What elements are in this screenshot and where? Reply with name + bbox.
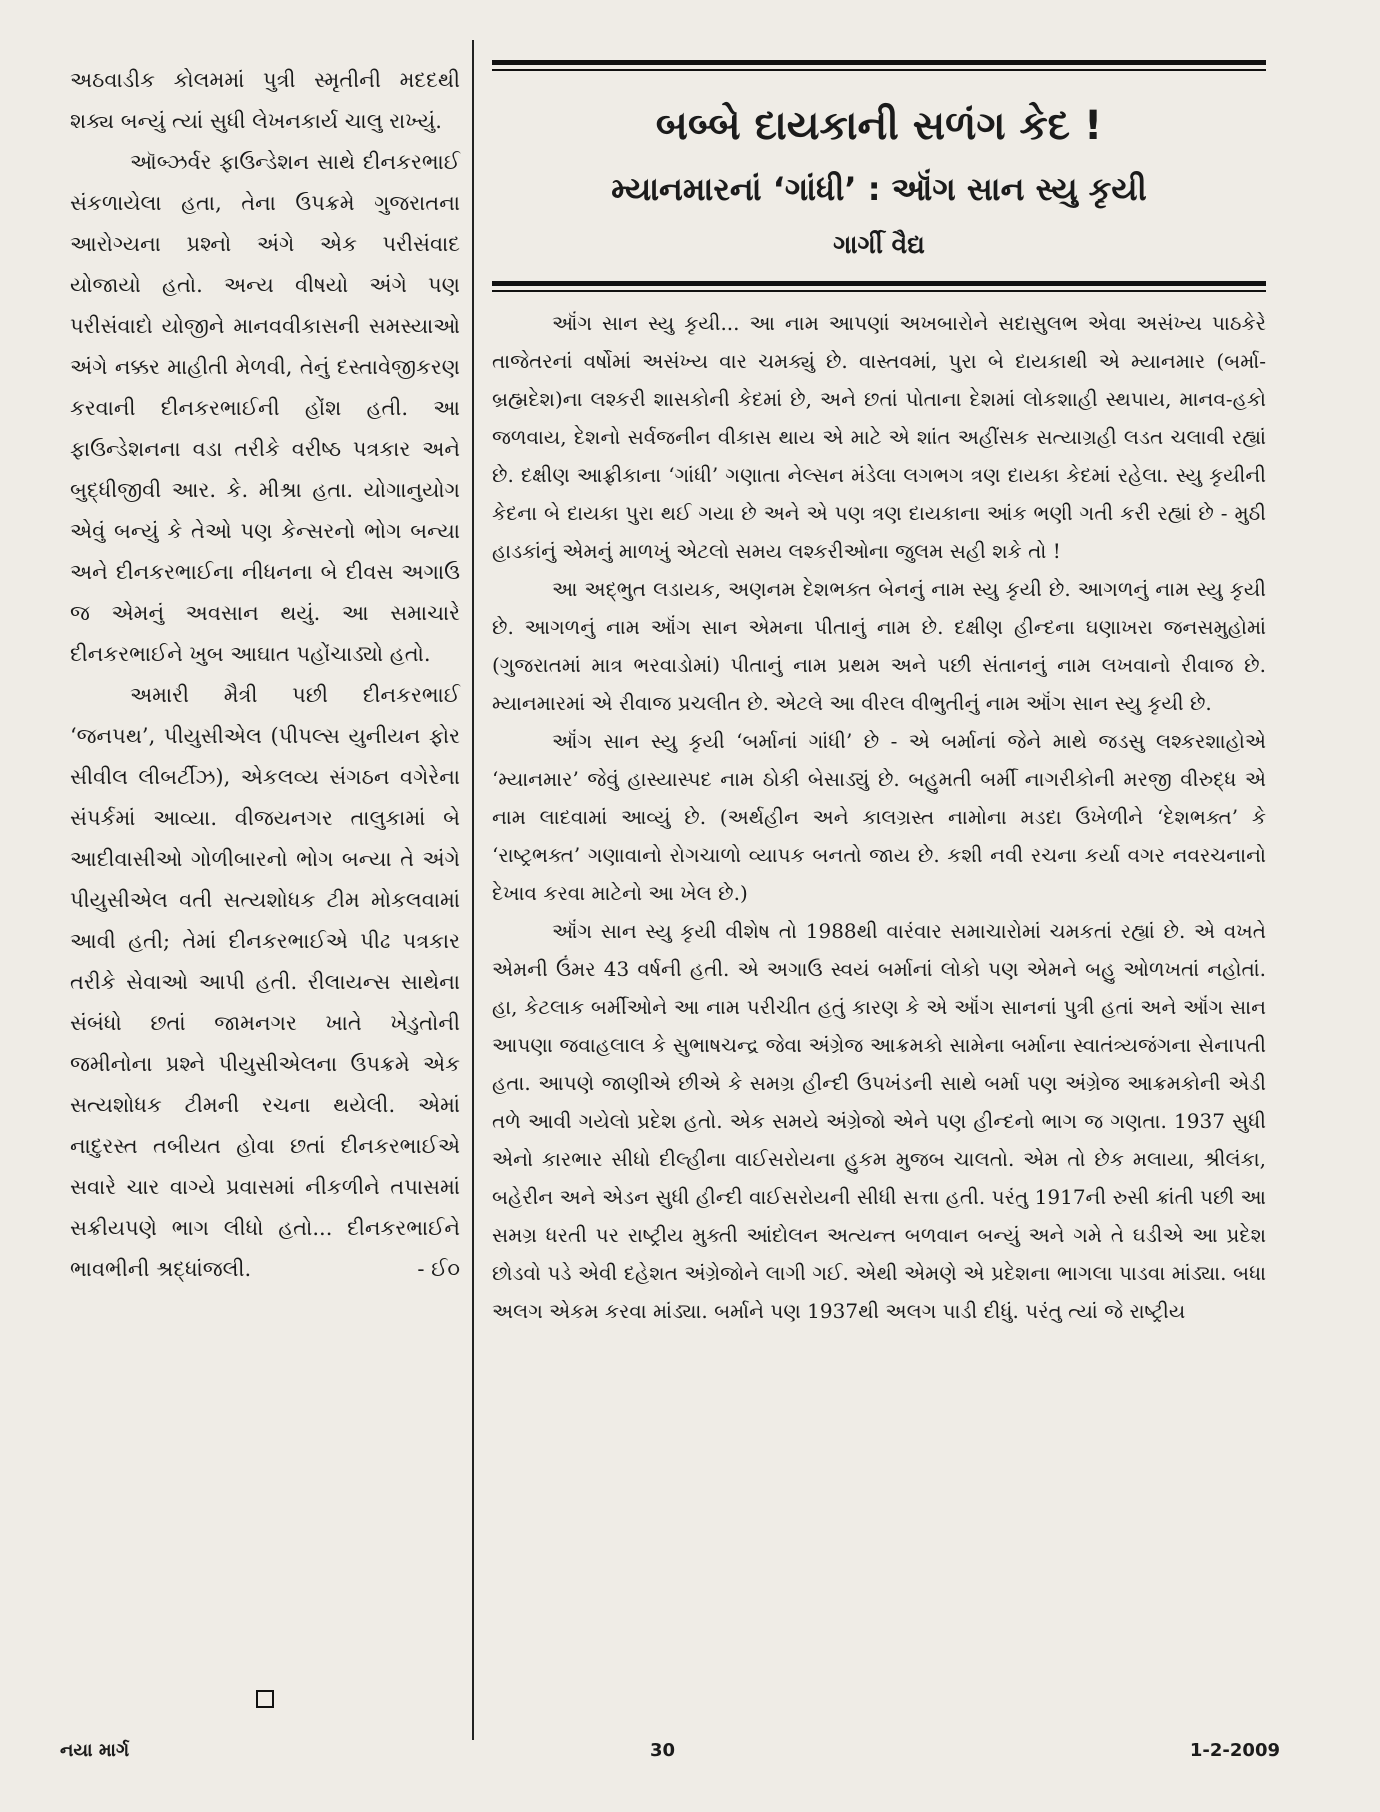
article-subtitle: મ્યાનમારનાં ‘ગાંધી’ : ઑંગ સાન સ્યુ કૃયી: [611, 170, 1147, 208]
left-paragraph-3-text: અમારી મૈત્રી પછી દીનકરભાઈ ‘જનપથ’, પીયુસીએલ (પીપલ્સ યુનીયન ફોર સીવીલ લીબર્ટીઝ), એકલવ્ય સંગઠન વગેરેના સંપર્કમાં આવ્યા. વીજયનગર તાલુકામાં બે આદીવાસીઓ ગોળીબારનો ભોગ બન્યા તે અંગે પીયુસીએલ વતી સત્યશોધક ટીમ મોકલવામાં આવી હતી; તેમાં દીનકરભાઈએ પીઢ પત્રકાર તરીકે સેવાઓ આપી હતી. રીલાયન્સ સાથેના સંબંધો છતાં જામનગર ખાતે ખેડુતોની જમીનોના પ્રશ્ને પીયુસીએલના ઉપક્રમે એક સત્યશોધક ટીમની રચના થયેલી. એમાં નાદુરસ્ત તબીયત હોવા છતાં દીનકરભાઈએ સવારે ચાર વાગ્યે પ્રવાસમાં નીકળીને તપાસમાં સક્રીયપણે ભાગ લીધો હતો... દીનકરભાઈને ભાવભીની શ્રદ્ધાંજલી.: [70, 683, 460, 1281]
issue-date: 1-2-2009: [1189, 1740, 1280, 1761]
header-rule-bottom: [492, 281, 1266, 286]
article: [492, 60, 1266, 1700]
article-body: [492, 304, 1266, 1330]
header-rule-top: [492, 60, 1266, 65]
signature: - ઈ૦: [417, 1257, 460, 1281]
publication-name: નયા માર્ગ: [60, 1740, 130, 1761]
page-footer: [60, 1740, 1280, 1770]
column-divider: [472, 40, 474, 1740]
header-rule-top-thin: [492, 69, 1266, 71]
article-title: બબ્બે દાયકાની સળંગ કેદ !: [655, 103, 1103, 149]
left-paragraph-3: [70, 675, 460, 1290]
end-mark-icon: [256, 1690, 274, 1708]
article-paragraph-2: આ અદ્ભુત લડાયક, અણનમ દેશભક્ત બેનનું નામ સ્યુ કૃયી છે. આગળનું નામ સ્યુ કૃયી છે. આગળનું નામ ઑંગ સાન એમના પીતાનું નામ છે. દક્ષીણ હીન્દના ઘણાખરા જનસમુહોમાં (ગુજરાતમાં માત્ર ભરવાડોમાં) પીતાનું નામ પ્રથમ અને પછી સંતાનનું નામ લખવાનો રીવાજ છે. મ્યાનમારમાં એ રીવાજ પ્રચલીત છે. એટલે આ વીરલ વીભુતીનું નામ ઑંગ સાન સ્યુ કૃયી છે.: [492, 577, 1266, 715]
article-author: ગાર્ગી વૈદ્ય: [833, 230, 925, 259]
article-paragraph-3: ઑંગ સાન સ્યુ કૃયી ‘બર્માનાં ગાંધી’ છે - એ બર્માનાં જેને માથે જડસુ લશ્કરશાહોએ ‘મ્યાનમાર’ જેવું હાસ્યાસ્પદ નામ ઠોકી બેસાડ્યું છે. બહુમતી બર્મી નાગરીકોની મરજી વીરુદ્ધ એ નામ લાદવામાં આવ્યું છે. (અર્થહીન અને કાલગ્રસ્ત નામોના મડદા ઉખેળીને ‘દેશભક્ત’ કે ‘રાષ્ટ્રભક્ત’ ગણાવાનો રોગચાળો વ્યાપક બનતો જાય છે. કશી નવી રચના કર્યા વગર નવરચનાનો દેખાવ કરવા માટેનો આ ખેલ છે.): [492, 729, 1266, 905]
left-column: [70, 60, 460, 1690]
page-number: 30: [650, 1740, 676, 1761]
left-paragraph-2: ઑબ્ઝર્વર ફાઉન્ડેશન સાથે દીનકરભાઈ સંકળાયેલા હતા, તેના ઉપક્રમે ગુજરાતના આરોગ્યના પ્રશ્નો અંગે એક પરીસંવાદ યોજાયો હતો. અન્ય વીષયો અંગે પણ પરીસંવાદો યોજીને માનવવીકાસની સમસ્યાઓ અંગે નક્કર માહીતી મેળવી, તેનું દસ્તાવેજીકરણ કરવાની દીનકરભાઈની હોંશ હતી. આ ફાઉન્ડેશનના વડા તરીકે વરીષ્ઠ પત્રકાર અને બુદ્ધીજીવી આર. કે. મીશ્રા હતા. યોગાનુયોગ એવું બન્યું કે તેઓ પણ કેન્સરનો ભોગ બન્યા અને દીનકરભાઈના નીધનના બે દીવસ અગાઉ જ એમનું અવસાન થયું. આ સમાચારે દીનકરભાઈને ખુબ આઘાત પહોંચાડ્યો હતો.: [70, 150, 460, 666]
header-rule-bottom-thin: [492, 290, 1266, 292]
left-paragraph-1: અઠવાડીક કોલમમાં પુત્રી સ્મૃતીની મદદથી શક્ય બન્યું ત્યાં સુધી લેખનકાર્ય ચાલુ રાખ્યું.: [70, 68, 460, 133]
article-paragraph-1: ઑંગ સાન સ્યુ કૃયી... આ નામ આપણાં અખબારોને સદાસુલભ એવા અસંખ્ય પાઠકેરે તાજેતરનાં વર્ષોમાં અસંખ્ય વાર ચમક્યું છે. વાસ્તવમાં, પુરા બે દાયકાથી એ મ્યાનમાર (બર્મા-બ્રહ્મદેશ)ના લશ્કરી શાસકોની કેદમાં છે, અને છતાં પોતાના દેશમાં લોકશાહી સ્થપાય, માનવ-હકો જળવાય, દેશનો સર્વજનીન વીકાસ થાય એ માટે એ શાંત અહીંસક સત્યાગ્રહી લડત ચલાવી રહ્યાં છે. દક્ષીણ આફ્રીકાના ‘ગાંધી’ ગણાતા નેલ્સન મંડેલા લગભગ ત્રણ દાયકા કેદમાં રહેલા. સ્યુ કૃયીની કેદના બે દાયકા પુરા થઈ ગયા છે અને એ પણ ત્રણ દાયકાના આંક ભણી ગતી કરી રહ્યાં છે - મુઠી હાડકાંનું એમનું માળખું એટલો સમય લશ્કરીઓના જુલમ સહી શકે તો !: [492, 311, 1266, 563]
article-paragraph-4: ઑંગ સાન સ્યુ કૃયી વીશેષ તો 1988થી વારંવાર સમાચારોમાં ચમકતાં રહ્યાં છે. એ વખતે એમની ઉંમર 43 વર્ષની હતી. એ અગાઉ સ્વયં બર્માનાં લોકો પણ એમને બહુ ઓળખતાં નહોતાં. હા, કેટલાક બર્મીઓને આ નામ પરીચીત હતું કારણ કે એ ઑંગ સાનનાં પુત્રી હતાં અને ઑંગ સાન આપણા જવાહલાલ કે સુભાષચન્દ્ર જેવા અંગ્રેજ આક્રમકો સામેના બર્માના સ્વાતંત્ર્યજંગના સેનાપતી હતા. આપણે જાણીએ છીએ કે સમગ્ર હીન્દી ઉપખંડની સાથે બર્મા પણ અંગ્રેજ આક્રમકોની એડી તળે આવી ગયેલો પ્રદેશ હતો. એક સમયે અંગ્રેજો એને પણ હીન્દનો ભાગ જ ગણતા. 1937 સુધી એનો કારભાર સીધો દીલ્હીના વાઈસરોયના હુકમ મુજબ ચાલતો. એમ તો છેક મલાયા, શ્રીલંકા, બહેરીન અને એડન સુધી હીન્દી વાઈસરોયની સીધી સત્તા હતી. પરંતુ 1917ની રુસી ક્રાંતી પછી આ સમગ્ર ધરતી પર રાષ્ટ્રીય મુક્તી આંદોલન અત્યન્ત બળવાન બન્યું અને ગમે તે ઘડીએ આ પ્રદેશ છોડવો પડે એવી દહેશત અંગ્રેજોને લાગી ગઈ. એથી એમણે એ પ્રદેશના ભાગલા પાડવા માંડ્યા. બધા અલગ એકમ કરવા માંડ્યા. બર્માને પણ 1937થી અલગ પાડી દીધું. પરંતુ ત્યાં જે રાષ્ટ્રીય: [492, 919, 1266, 1323]
